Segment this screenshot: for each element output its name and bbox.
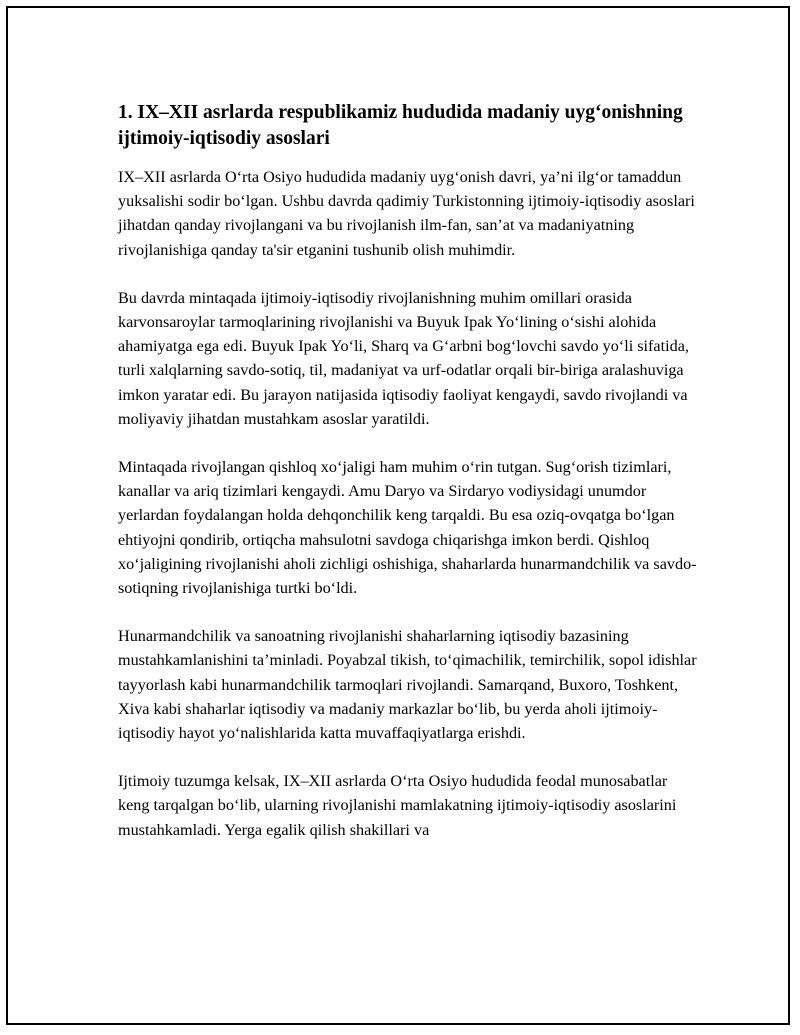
paragraph-1: IX–XII asrlarda O‘rta Osiyo hududida madaniy uyg‘onish davri, ya’ni ilg‘or tamaddun yuksalishi sodir bo‘lgan. Ushbu davrda qadimiy Turkistonning ijtimoiy-iqtisodiy asoslari jihatdan qanday rivojlangani va bu rivojlanish ilm-fan, san’at va madaniyatning rivojlanishiga qanday ta'sir etganini tushunib olish muhimdir. (118, 168, 695, 259)
paragraph-2: Bu davrda mintaqada ijtimoiy-iqtisodiy rivojlanishning muhim omillari orasida karvonsaroylar tarmoqlarining rivojlanishi va Buyuk Ipak Yo‘lining o‘sishi alohida ahamiyatga ega edi. Buyuk Ipak Yo‘li, Sharq va G‘arbni bog‘lovchi savdo yo‘li sifatida, turli xalqlarning savdo-sotiq, til, madaniyat va urf-odatlar orqali bir-biriga aralashuviga imkon yaratar edi. Bu jarayon natijasida iqtisodiy faoliyat kengaydi, savdo rivojlandi va moliyaviy jihatdan mustahkam asoslar yaratildi. (118, 288, 689, 428)
paragraph-5: Ijtimoiy tuzumga kelsak, IX–XII asrlarda O‘rta Osiyo hududida feodal munosabatlar keng tarqalgan bo‘lib, ularning rivojlanishi mamlakatning ijtimoiy-iqtisodiy asoslarini mustahkamladi. Yerga egalik qilish shakillari va (118, 772, 677, 839)
document-page (6, 6, 790, 1025)
paragraph-3: Mintaqada rivojlangan qishloq xo‘jaligi ham muhim o‘rin tutgan. Sug‘orish tizimlari, kanallar va ariq tizimlari kengaydi. Amu Daryo va Sirdaryo vodiysidagi unumdor yerlardan foydalangan holda dehqonchilik keng tarqaldi. Bu esa oziq-ovqatga bo‘lgan ehtiyojni qondirib, ortiqcha mahsulotni savdoga chiqarishga imkon berdi. Qishloq xo‘jaligining rivojlanishi aholi zichligi oshishiga, shaharlarda hunarmandchilik va savdo-sotiqning rivojlanishiga turtki bo‘ldi. (118, 458, 697, 598)
paragraph-4: Hunarmandchilik va sanoatning rivojlanishi shaharlarning iqtisodiy bazasining mustahkamlanishini ta’minladi. Poyabzal tikish, to‘qimachilik, temirchilik, sopol idishlar tayyorlash kabi hunarmandchilik tarmoqlari rivojlandi. Samarqand, Buxoro, Toshkent, Xiva kabi shaharlar iqtisodiy va madaniy markazlar bo‘lib, bu yerda aholi ijtimoiy-iqtisodiy hayot yo‘nalishlarida katta muvaffaqiyatlarga erishdi. (118, 627, 697, 743)
section-heading: 1. IX–XII asrlarda respublikamiz hududida madaniy uyg‘onishning ijtimoiy-iqtisodiy asoslari (118, 102, 683, 149)
document-body (118, 100, 698, 866)
